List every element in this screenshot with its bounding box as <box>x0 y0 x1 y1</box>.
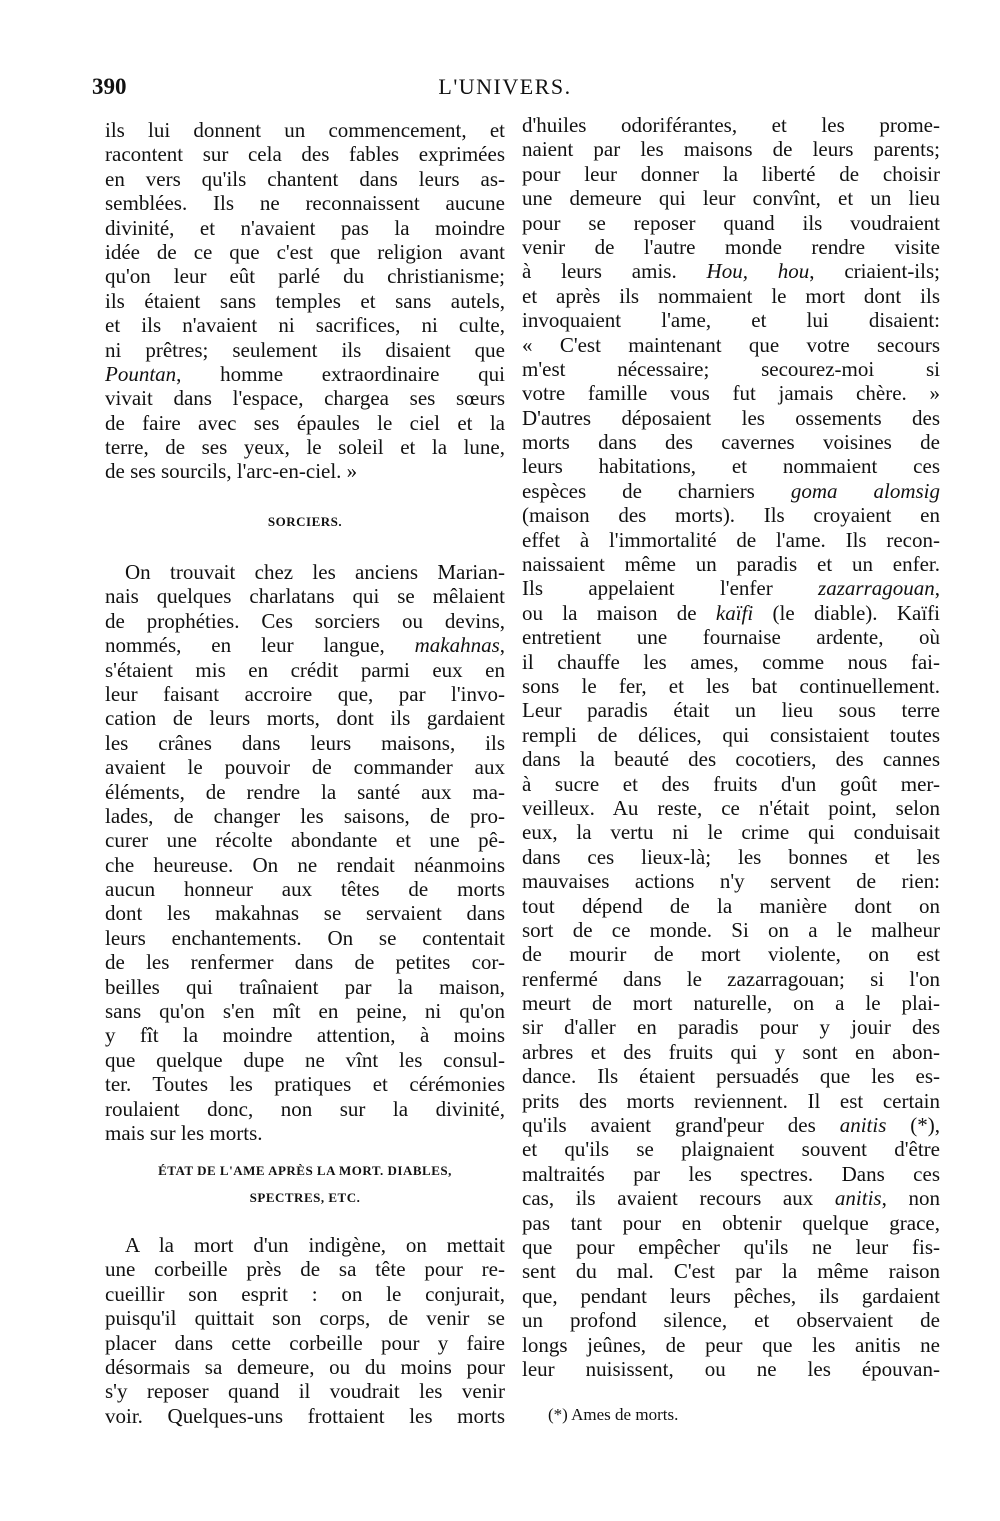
text-line: lades, de changer les saisons, de pro- <box>105 803 505 828</box>
section-heading-sorciers: SORCIERS. <box>267 514 343 529</box>
text-line: leurs enchantements. On se contentait <box>105 925 505 950</box>
text-line: eux, la vertu ni le crime qui conduisait <box>522 820 940 845</box>
text-line: mauvaises actions n'y servent de rien: <box>522 869 940 894</box>
text-line: ni prêtres; seulement ils disaient que <box>105 337 505 362</box>
left-para-2 <box>105 560 505 1145</box>
text-line: sons le fer, et les bat continuellement. <box>522 673 940 698</box>
text-line: invoquaient l'ame, et lui disaient: <box>522 308 940 333</box>
text-line: les crânes dans leurs maisons, ils <box>105 730 505 755</box>
text-line: une corbeille près de sa tête pour re- <box>105 1257 505 1282</box>
text-line: terre, de ses yeux, le soleil et la lune, <box>105 435 505 460</box>
text-line: A la mort d'un indigène, on mettait <box>125 1233 505 1257</box>
text-line: « C'est maintenant que votre secours <box>522 332 940 357</box>
text-line: divinité, et n'avaient pas la moindre <box>105 215 505 240</box>
text-line: roulaient donc, non sur la divinité, <box>105 1096 505 1121</box>
text-line: à sucre et des fruits d'un goût mer- <box>522 771 940 796</box>
text-line: une demeure qui leur convînt, et un lieu <box>522 186 940 211</box>
text-line: aucun honneur aux têtes de morts <box>105 877 505 902</box>
text-line: un profond silence, et observaient de <box>522 1308 940 1333</box>
text-line: qu'ils avaient grand'peur des anitis (*), <box>522 1113 940 1138</box>
italic-term: anitis <box>834 1186 882 1211</box>
text-line: maltraités par les spectres. Dans ces <box>522 1161 940 1186</box>
text-line: ou la maison de kaïfi (le diable). Kaïfi <box>522 600 941 625</box>
text-line: pas tant pour en obtenir quelque grace, <box>522 1210 940 1235</box>
text-line: pour leur donner la liberté de choisir <box>522 161 940 186</box>
text-line: avaient le pouvoir de commander aux <box>105 755 505 780</box>
text-line: de faire avec ses épaules le ciel et la <box>105 410 505 435</box>
text-line: voir. Quelques-uns frottaient les morts <box>105 1403 505 1428</box>
running-title: L'UNIVERS. <box>438 74 572 99</box>
text-line: effet à l'immortalité de l'ame. Ils recon- <box>522 527 940 552</box>
text-line: arbres et des fruits qui y sont en abon- <box>522 1039 940 1064</box>
left-para-1 <box>105 118 505 484</box>
text-line: naient par les maisons de leurs parents; <box>522 137 940 162</box>
section-heading-etat-de-l-ame <box>105 1157 505 1211</box>
text-line: d'huiles odoriférantes, et les prome- <box>522 113 940 137</box>
text-line: désormais sa demeure, ou du moins pour <box>105 1354 505 1379</box>
text-line: que, pendant leurs pêches, ils gardaient <box>522 1283 940 1308</box>
text-line: ils lui donnent un commencement, et <box>105 118 505 142</box>
text-line: espèces de charniers goma alomsig <box>522 478 940 503</box>
text-line: naissaient même un paradis et un enfer. <box>522 552 940 577</box>
text-line: nommés, en leur langue, makahnas, <box>105 633 505 658</box>
text-line: idée de ce que c'est que religion avant <box>105 239 505 264</box>
heading-line: ÉTAT DE L'AME APRÈS LA MORT. DIABLES, <box>158 1163 452 1178</box>
text-line: dans la beauté des cocotiers, des cannes <box>522 747 940 772</box>
italic-term: anitis <box>839 1113 887 1138</box>
text-line: longs jeûnes, de peur que les anitis ne <box>522 1332 940 1357</box>
text-line: et après ils nommaient le mort dont ils <box>522 283 940 308</box>
text-line: che heureuse. On ne rendait néanmoins <box>105 852 505 877</box>
text-line: renfermé dans le zazarragouan; si l'on <box>522 966 940 991</box>
text-line: et qu'ils se plaignaient souvent d'être <box>522 1137 940 1162</box>
text-line: Ils appelaient l'enfer zazarragouan, <box>522 576 940 601</box>
text-line: leur nuisissent, ou ne les épouvan- <box>522 1356 940 1381</box>
text-line: de ses sourcils, l'arc-en-ciel. » <box>105 459 358 484</box>
text-line: ils étaient sans temples et sans autels, <box>105 288 505 313</box>
text-line: cas, ils avaient recours aux anitis, non <box>522 1186 940 1211</box>
page-number: 390 <box>92 74 127 99</box>
italic-term: makahnas <box>414 633 500 658</box>
text-line: leurs habitations, et nommaient ces <box>522 454 940 479</box>
text-line: vivait dans l'espace, chargea ses sœurs <box>105 386 505 411</box>
text-line: (maison des morts). Ils croyaient en <box>522 503 940 528</box>
text-line: placer dans cette corbeille pour y faire <box>105 1330 505 1355</box>
text-line: à leurs amis. Hou, hou, criaient-ils; <box>522 259 940 284</box>
text-line: sent du mal. C'est par la même raison <box>522 1259 940 1284</box>
text-line: m'est nécessaire; secourez-moi si <box>522 356 940 381</box>
text-line: racontent sur cela des fables exprimées <box>105 142 505 167</box>
text-line: il chauffe les ames, comme nous fai- <box>522 649 940 674</box>
italic-term: Hou, hou <box>706 259 810 284</box>
text-line: entretient une fournaise ardente, où <box>522 625 940 650</box>
text-line: semblées. Ils ne reconnaissent aucune <box>105 191 505 216</box>
italic-term: kaïfi <box>715 600 754 625</box>
text-line: curer une récolte abondante et une pê- <box>105 828 505 853</box>
text-line: dans ces lieux-là; les bonnes et les <box>522 844 940 869</box>
text-line: sir d'aller en paradis pour y jouir des <box>522 1015 940 1040</box>
text-line: nais quelques charlatans qui se mêlaient <box>105 584 505 609</box>
text-line: Leur paradis était un lieu sous terre <box>522 698 940 723</box>
italic-term: goma alomsig <box>790 478 940 503</box>
text-line: veilleux. Au reste, ce n'était point, selon <box>522 795 940 820</box>
text-line: puisqu'il quittait son corps, de venir se <box>105 1306 505 1331</box>
text-line: sans qu'on s'en mît en peine, ni qu'on <box>105 999 505 1024</box>
italic-term: zazarragouan <box>818 576 935 601</box>
text-line: ter. Toutes les pratiques et cérémonies <box>105 1072 505 1097</box>
text-line: rempli de délices, qui consistaient toutes <box>522 722 940 747</box>
text-line: meurt de mort naturelle, on a le plai- <box>522 991 940 1016</box>
text-line: beilles qui traînaient par la maison, <box>105 974 505 999</box>
text-line: Pountan, homme extraordinaire qui <box>105 361 505 386</box>
text-line: que pour empêcher qu'ils ne leur fis- <box>522 1234 940 1259</box>
text-line: de les renfermer dans de petites cor- <box>105 950 505 975</box>
text-line: mais sur les morts. <box>105 1120 263 1145</box>
text-line: morts dans des cavernes voisines de <box>522 430 940 455</box>
italic-term: Pountan <box>105 361 177 386</box>
heading-line: SPECTRES, ETC. <box>249 1190 361 1205</box>
text-line: éléments, de rendre la santé aux ma- <box>105 779 505 804</box>
right-para-1 <box>522 113 940 1381</box>
text-line: s'y reposer quand il voudrait les venir <box>105 1379 505 1404</box>
text-line: tout dépend de la manière dont on <box>522 893 940 918</box>
text-line: On trouvait chez les anciens Marian- <box>125 560 505 584</box>
text-line: que quelque dupe ne vînt les consul- <box>105 1047 505 1072</box>
text-line: votre famille vous fut jamais chère. » <box>522 381 940 406</box>
text-line: sort de ce monde. Si on a le malheur <box>522 917 940 942</box>
text-line: et ils n'avaient ni sacrifices, ni culte, <box>105 313 505 338</box>
text-line: de mourir de mort violente, on est <box>522 942 940 967</box>
text-line: dance. Ils étaient persuadés que les es- <box>522 1064 940 1089</box>
text-line: prits des morts reviennent. Il est certain <box>522 1088 940 1113</box>
text-line: y fît la moindre attention, à moins <box>105 1023 505 1048</box>
text-line: leur faisant accroire que, par l'invo- <box>105 681 505 706</box>
text-line: D'autres déposaient les ossements des <box>522 405 940 430</box>
text-line: venir de l'autre monde rendre visite <box>522 234 940 259</box>
left-para-3 <box>105 1233 505 1428</box>
text-line: en vers qu'ils chantent dans leurs as- <box>105 166 505 191</box>
text-line: pour se reposer quand ils voudraient <box>522 210 940 235</box>
text-line: cueillir son esprit : on le conjurait, <box>105 1281 505 1306</box>
footnote: (*) Ames de morts. <box>548 1405 679 1424</box>
text-line: s'étaient mis en crédit parmi eux en <box>105 657 505 682</box>
text-line: dont les makahnas se servaient dans <box>105 901 505 926</box>
text-line: de prophéties. Ces sorciers ou devins, <box>105 608 505 633</box>
text-line: qu'on leur eût parlé du christianisme; <box>105 264 505 289</box>
text-line: cation de leurs morts, dont ils gardaient <box>105 706 505 731</box>
